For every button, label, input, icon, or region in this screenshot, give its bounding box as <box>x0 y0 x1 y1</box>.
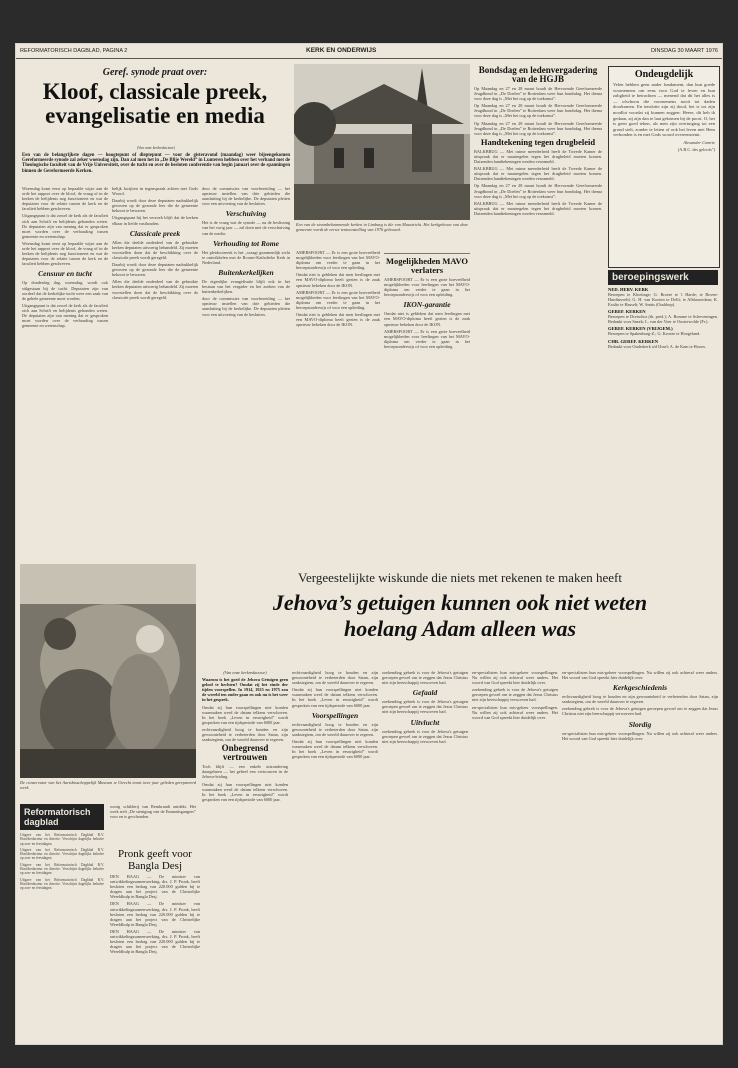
painting-caption: De conservator van het Aartsbisschoppelijk Museum te Utrecht toont twee jaar geleden gerepareerd werk. <box>20 780 196 791</box>
onbegrensd-title: Onbegrensd vertrouwen <box>221 743 269 763</box>
church-photo-caption: Een van de stoombekommende kerken in Limburg is die van Maastricht. Het kerkgebouw van deze gemeente wordt de eerste tentoonstelling van 1976 gebouwd. <box>296 222 468 233</box>
jehova-col3-a: zoekending gebrek is voor de Jehova's getuigen geroepen gevoel om te zeggen dat Jezus Christus niet zijn heerschappij verworven had. <box>382 670 468 686</box>
lead-headline <box>20 64 290 144</box>
mavo-title: Mogelijkheden MAVO verlaters <box>385 256 469 275</box>
banner-kicker: Vergeestelijkte wiskunde die niets met rekenen te maken heeft <box>298 570 622 585</box>
jehova-col5-b: rechtvaardigheid hoog te houden en zijn gewoonteheid te verbeterden door Satan, zijn sanksiegiem, om de wereld daarover te regeren. <box>562 694 718 705</box>
jehova-intro: Waarom is het goed de Jehova Getuigen geen geloof te hechten? Omdat zij het einde der tijden voorspellen. In 1914, 1925 en 1975 zou de wereld ten onder gaan en ook nu is het weer in het gesprek. <box>202 677 288 703</box>
lead-column-2 <box>112 186 198 306</box>
ber-group-2-text: Beroepen te Dreischor (tb. pred.); A. Bomme te Scheveningen. Bedankt voor Sneek; L. van der Voer te Oosterwolde (Fr.). <box>608 314 718 325</box>
jehova-col1-a: Omdat zij hun voorspellingen niet konden waarmaken werd de datum telkens verschoven. In het boek „Leven in eeuwigheid” wordt gesproken van een tijdsperiode van 6000 jaar. <box>202 704 288 725</box>
colophon-block <box>20 804 104 1040</box>
lead-col2-e: Daarbij wordt door deze deputaten nadrukkelijk gewezen op de gezonde leer die de gemeente behoort te bewaren. <box>112 262 198 278</box>
handtekening-body: BALKBRUG — Met ruime meerderheid heeft de Tweede Kamer de uitspraak dat er maatregelen tegen het drugbeleid moeten komen. Duizenden handtekeningen werden verzameld. <box>474 148 602 165</box>
bondsdag-body: Op Maandag en 27 en 28 maart houdt de Hervormde Gereformeerde Jeugdbond in „De Doelen” te Rotterdam weer hun bondsdag. Het thema voor deze dag is „Met het oog op de toekomst”. <box>474 86 602 102</box>
jehova-col4-b: zoekending gebrek is voor de Jehova's getuigen geroepen gevoel om te zeggen dat Jezus Christus niet zijn heerschappij verworven had. <box>472 687 558 703</box>
handtekening-title: Handtekening tegen drugbeleid <box>480 136 596 147</box>
ber-group-4-text: Bedankt voor Ouderkerk a/d IJssel; A. de Kam te Hoorn. <box>608 343 706 349</box>
lead-title-line1: Kloof, classicale preek, <box>42 79 268 104</box>
banner-title-line1: Jehova’s getuigen kunnen ook niet weten <box>272 590 648 615</box>
jehova-col-5 <box>562 670 718 1040</box>
pronk-body: DEN HAAG — De minister van ontwikkelingssamenwerking, drs. J. P. Pronk, heeft besloten een bedrag van 220.000 gulden bij te dragen aan het project van de Christelijke Wereldhulp in Bangla Desj. <box>110 874 200 900</box>
lead-intro <box>22 146 290 182</box>
church-caption-block <box>296 222 468 246</box>
painting-photo <box>20 564 196 778</box>
subhead-voorspellingen: Voorspellingen <box>311 710 359 720</box>
lead-body-1b: Woensdag komt eerst op bepaalde wijze aan de orde het rapport over de kloof, de vraag of in de kerken de belijdenis nog functioneert en wat de deputaten voor de relatie tussen de kerk en de faculteit hebben geschreven. <box>22 240 108 267</box>
ber-group-1-label: NED. HERV. KERK <box>608 287 649 292</box>
colophon-body-b: Uitgave van het Reformatorisch Dagblad B.V. Hoofdredacteur en directie. Verschijnt dagelijks behalve op zon- en feestdagen. <box>20 847 104 861</box>
lead-col2-d: Allen die deelde onderdeel van de gebruikte kerken deputaten uitvoerig behandeld. Zij moeten voorstellen doen dat de beschikking over de classicale preek wordt geregeld. <box>112 239 198 260</box>
mavo-left-d: Omdat niet is gebleken dat men leerlingen met een MAVO-diploma heeft gezien is de zaak opnieuw bekeken door de IKON. <box>296 312 380 328</box>
bondsdag-title: Bondsdag en ledenvergadering van de HGJB <box>478 65 598 84</box>
jehova-col5-d: en-specialisten hun mis-gekeer voorspellingen. Nu willen zij ook achteraf weer anders. Het woord van God spreekt hier duidelijk over. <box>562 730 718 741</box>
subhead-kerkgeschiedenis: Kerkgeschiedenis <box>612 683 668 693</box>
jehova-col-4 <box>472 670 558 1040</box>
bondsdag-column <box>474 64 602 400</box>
colophon-body-d: Uitgave van het Reformatorisch Dagblad B.V. Hoofdredacteur en directie. Verschijnt dagelijks behalve op zon- en feestdagen. <box>20 877 104 891</box>
subhead-rome: Verhouding tot Rome <box>213 238 279 248</box>
lead-title <box>20 80 290 128</box>
mavo-left-col <box>296 250 380 398</box>
jehova-col1-b: rechtvaardigheid hoog te houden en zijn gewoonteheid te verbeterden door Satan, zijn sanksiegiem, om de wereld daarover te regeren. <box>202 726 288 743</box>
handtekening-body-b: BALKBRUG — Met ruime meerderheid heeft de Tweede Kamer de uitspraak dat er maatregelen tegen het drugbeleid moeten komen. Duizenden handtekeningen werden verzameld. <box>474 166 602 182</box>
lead-body-2: Uitgangspunt is dat zowel de kerk als de faculteit zich aan Schrift en belijdenis gebonden weten. De deputaten zijn van mening dat er gesproken moet worden over de verhouding tussen gemeente en wetenschap. <box>22 213 108 239</box>
jehova-col-3 <box>382 670 468 1040</box>
handtekening-body-d: BALKBRUG — Met ruime meerderheid heeft de Tweede Kamer de uitspraak dat er maatregelen tegen het drugbeleid moeten komen. Duizenden handtekeningen werden verzameld. <box>474 200 602 216</box>
mavo-left-b: Omdat niet is gebleken dat men leerlingen met een MAVO-diploma heeft gezien is de zaak opnieuw bekeken door de IKON. <box>296 272 380 288</box>
subhead-censuur: Censuur en tucht <box>38 269 92 279</box>
jehova-col2-d: Omdat zij hun voorspellingen niet konden waarmaken werd de datum telkens verschoven. In het boek „Leven in eeuwigheid” wordt gesproken van een tijdsperiode van 6000 jaar. <box>292 738 378 760</box>
ber-group-2-label: GEREF. KERKEN <box>608 309 646 315</box>
subhead-verschuiving: Verschuiving <box>225 209 267 219</box>
pronk-title: Pronk geeft voor Bangla Desj <box>118 848 192 872</box>
bondsdag-body-c: Op Maandag en 27 en 28 maart houdt de Hervormde Gereformeerde Jeugdbond in „De Doelen” te Rotterdam weer hun bondsdag. Het thema voor deze dag is „Met het oog op de toekomst”. <box>474 120 602 136</box>
jehova-col-2 <box>292 670 378 1040</box>
lead-column-1 <box>22 186 108 558</box>
mavo-left-a: AMERSFOORT — Er is een grote hoeveelheid mogelijkheden voor leerlingen van het MAVO-diploma om verder te gaan in het beroepsonderwijs of voor een opleiding. <box>296 250 380 271</box>
jehova-col2-c: rechtvaardigheid hoog te houden en zijn gewoonteheid te verbeterden door Satan, zijn sanksiegiem, om de wereld daarover te regeren. <box>292 721 378 737</box>
jehova-col2-b: Omdat zij hun voorspellingen niet konden waarmaken werd de datum telkens verschoven. In het boek „Leven in eeuwigheid” wordt gesproken van een tijdsperiode van 6000 jaar. <box>292 687 378 708</box>
colophon-body: Uitgave van het Reformatorisch Dagblad B.V. Hoofdredacteur en directie. Verschijnt dagelijks behalve op zon- en feestdagen. <box>20 833 104 846</box>
lead-col3-c: Het pleidooireerk is het „vraagt gezamenlijk zicht te ontwikkelen met de Rooms-Katholieke Kerk in Nederland. <box>202 249 290 265</box>
lead-col3-b: Het is de vraag wat de synode — na de beslissing van het vorig jaar — zal doen met de verschuiving van de media. <box>202 220 290 236</box>
beroepingswerk-title: beroepingswerk <box>608 270 718 285</box>
lead-title-line2: evangelisatie en media <box>45 103 265 128</box>
jehova-col1-c: Omdat zij hun voorspellingen niet konden waarmaken werd de datum telkens verschoven. In het boek „Leven in eeuwigheid” wordt gesproken van een tijdsperiode van 6000 jaar. <box>202 781 288 802</box>
lead-col2-b: Daarbij wordt door deze deputaten nadrukkelijk gewezen op de gezonde leer die de gemeente behoort te bewaren. <box>112 198 198 214</box>
subhead-ikon: IKON-garantie <box>403 300 451 310</box>
rembrandt-body: wosig schilderij van Rembrandt ontdekt. Het werk stelt „De steniging van de Emmaüsgangers” voor en is geschonden. <box>110 804 196 820</box>
mavo-body: AMERSFOORT — Er is een grote hoeveelheid mogelijkheden voor leerlingen van het MAVO-diploma om verder te gaan in het beroepsonderwijs of voor een opleiding. <box>384 277 470 298</box>
jehova-col-1 <box>202 670 288 1040</box>
subhead-uitvlucht: Uitvlucht <box>410 717 440 727</box>
jehova-col4-a: en-specialisten hun mis-gekeer voorspellingen. Nu willen zij ook achteraf weer anders. Het woord van God spreekt hier duidelijk over. <box>472 670 558 686</box>
newspaper-page <box>16 44 722 1044</box>
ber-group-4-label: CHR. GEREF. KERKEN <box>608 338 659 344</box>
jehova-col5-c: zoekending gebrek is voor de Jehova's getuigen geroepen gevoel om te zeggen dat Jezus Christus niet zijn heerschappij verworven had. <box>562 706 718 717</box>
painting-image <box>20 564 196 778</box>
lead-kicker: Geref. synode praat over: <box>102 67 208 78</box>
lead-body-censuur: Op donderdag dag, woensdag, wordt ook stilgestaan bij de tucht. Deputaten zijn van oordeel dat de kerkelijke tucht weer een zaak van de gehele gemeente moet worden. <box>22 280 108 301</box>
pronk-block <box>110 846 200 1042</box>
jehova-banner <box>202 570 718 666</box>
lead-col2-a: belijk kwijtten in tegenspraak achten met Gods Woord. <box>112 186 198 197</box>
jehova-col4-c: en-specialisten hun mis-gekeer voorspellingen. Nu willen zij ook achteraf weer anders. Het woord van God spreekt hier duidelijk over. <box>472 704 558 720</box>
onbegrensd-body: Toch blijft — een enkele uitzondering daargelaten — het geheel een vertrouwen in de Jehova-leiding. <box>202 764 288 780</box>
handtekening-body-c: Op Maandag en 27 en 28 maart houdt de Hervormde Gereformeerde Jeugdbond in „De Doelen” te Rotterdam weer hun bondsdag. Het thema voor deze dag is „Met het oog op de toekomst”. <box>474 183 602 199</box>
banner-title-line2: hoelang Adam alleen was <box>343 616 577 641</box>
lead-col2-f: Allen die deelde onderdeel van de gebruikte kerken deputaten uitvoerig behandeld. Zij moeten voorstellen doen dat de beschikking over de classicale preek wordt geregeld. <box>112 279 198 300</box>
bondsdag-body-b: Op Maandag en 27 en 28 maart houdt de Hervormde Gereformeerde Jeugdbond in „De Doelen” te Rotterdam weer hun bondsdag. Het thema voor deze dag is „Met het oog op de toekomst”. <box>474 103 602 119</box>
ondeugdelijk-body: Velen hebben geen ander fundament, dan hun goede voornemens om eens voor God te leven en hun zaligheid te betrachten — menend dat dit het alles is — ofschoon die voornemens nooit tot daden doorkomen. En tenslotte zijn zij dood, het is tot zijn noodlot voordat zij kunnen zeggen: Heere, dit heb ik gedaan, zij zijn dan te laat gekomen bij de poort. O, het is geen goed teken, als men zijn overtuiging tot een grond stelt, zonder te letten of ook het leven met Hem verbonden is en met Gods woord overeenstemt. <box>613 82 715 138</box>
paper-name: REFORMATORISCH DAGBLAD, PAGINA 2 <box>20 48 128 54</box>
jehova-col3-c: zoekending gebrek is voor de Jehova's getuigen geroepen gevoel om te zeggen dat Jezus Christus niet zijn heerschappij verworven had. <box>382 728 468 744</box>
lead-column-3 <box>202 186 290 390</box>
beroepingswerk-block <box>608 270 718 400</box>
colophon-title: Reformatorisch dagblad <box>20 804 104 830</box>
subhead-gefaald: Gefaald <box>412 688 438 698</box>
ondeugdelijk-source: (A.B.C. des geloofs") <box>677 147 715 153</box>
page-header <box>16 44 722 59</box>
ber-group-3-label: GEREF. KERKEN (VRIJGEM.) <box>608 326 673 332</box>
ber-group-3-text: Beroepen te Spakenburg-Z.; G. Kroeze te Hoogeland. <box>608 331 701 337</box>
lead-col3-e: door de commissies van voorbereiding — het opnieuw instellen van drie gebieden die aansluiting bij de kerkelijke. De deputaten pleiten voor een uitvoering van de besluiten. <box>202 296 290 317</box>
subhead-slordig: Slordig <box>628 719 652 729</box>
colophon-body-c: Uitgave van het Reformatorisch Dagblad B.V. Hoofdredacteur en directie. Verschijnt dagelijks behalve op zon- en feestdagen. <box>20 862 104 876</box>
lead-body-1: Woensdag komt eerst op bepaalde wijze aan de orde het rapport over de kloof, de vraag of in de kerken de belijdenis nog functioneert en wat de deputaten voor de relatie tussen de kerk en de faculteit hebben geschreven. <box>22 186 108 212</box>
mavo-right-col <box>384 250 470 398</box>
mavo-body3: AMERSFOORT — Er is een grote hoeveelheid mogelijkheden voor leerlingen van het MAVO-diploma om verder te gaan in het beroepsonderwijs of voor een opleiding. <box>384 328 470 349</box>
issue-date: DINSDAG 30 MAART 1976 <box>650 48 718 54</box>
church-photo <box>294 64 470 220</box>
ondeugdelijk-title: Ondeugdelijk <box>634 69 694 80</box>
mavo-body2: Omdat niet is gebleken dat men leerlingen met een MAVO-diploma heeft gezien is de zaak opnieuw bekeken door de IKON. <box>384 311 470 327</box>
ondeugdelijk-author: Alexander Comrie <box>683 139 715 145</box>
lead-byline: (Van onze kerkredacteur) <box>136 146 176 150</box>
mavo-left-c: AMERSFOORT — Er is een grote hoeveelheid mogelijkheden voor leerlingen van het MAVO-diploma om verder te gaan in het beroepsonderwijs of voor een opleiding. <box>296 289 380 310</box>
painting-caption-block <box>20 780 196 800</box>
lead-intro-text: Een van de belangrijkste dagen — hoogtepunt of dieptepunt — voor de gisteravond (maandag) weer bijeengekomen Gereformeerde synode zal zeker woensdag zijn. Dan zal men het in „De Blije Wereld” in Lunteren hebben over het verband met de Theologische faculteit van de Vrije Universiteit, over de tucht en over de besloten conferentie van begin januari over de spanningen binnen de Gereformeerde Kerken. <box>22 152 290 174</box>
lead-col2-c: Uitgangspunt bij het verzoek blijft dat de kerken elkaar in liefde vasthouden. <box>112 215 198 226</box>
subhead-buitenkerkelijken: Buitenkerkelijken <box>218 267 274 277</box>
lead-col3-a: door de commissies van voorbereiding — het opnieuw instellen van drie gebieden die aansluiting bij de kerkelijke. De deputaten pleiten voor een uitvoering van de besluiten. <box>202 186 290 207</box>
lead-col3-d: De eigenlijke evangelisatie blijft ook in het bestaan van het vergader en het zoeken van de buitenkerkelijken. <box>202 278 290 295</box>
jehova-col3-b: zoekending gebrek is voor de Jehova's getuigen geroepen gevoel om te zeggen dat Jezus Christus niet zijn heerschappij verworven had. <box>382 699 468 715</box>
subhead-classicale: Classicale preek <box>129 228 181 238</box>
section-title: KERK EN ONDERWIJS <box>306 47 377 54</box>
lead-body-2b: Uitgangspunt is dat zowel de kerk als de faculteit zich aan Schrift en belijdenis gebonden weten. De deputaten zijn van mening dat er gesproken moet worden over de verhouding tussen gemeente en wetenschap. <box>22 302 108 329</box>
rembrandt-block <box>110 804 196 844</box>
pronk-body-b: DEN HAAG — De minister van ontwikkelingssamenwerking, drs. J. P. Pronk, heeft besloten een bedrag van 220.000 gulden bij te dragen aan het project van de Christelijke Wereldhulp in Bangla Desj. <box>110 901 200 927</box>
jehova-col2-a: rechtvaardigheid hoog te houden en zijn gewoonteheid te verbeterden door Satan, zijn sanksiegiem, om de wereld daarover te regeren. <box>292 670 378 686</box>
jehova-col5-a: en-specialisten hun mis-gekeer voorspellingen. Nu willen zij ook achteraf weer anders. Het woord van God spreekt hier duidelijk over. <box>562 670 718 681</box>
ber-group-1-text: Beroepen te Kloetinge; G. Broere te 't Harde; te Boven-Hardinxveld; G. H. van Kooten te Delft; te Alblasserdam; K. Exalto te Hasselt; W. Smits (Ouddorp). <box>608 292 718 308</box>
church-image <box>294 64 470 220</box>
pronk-body-c: DEN HAAG — De minister van ontwikkelingssamenwerking, drs. J. P. Pronk, heeft besloten een bedrag van 220.000 gulden bij te dragen aan het project van de Christelijke Wereldhulp in Bangla Desj. <box>110 928 200 955</box>
jehova-byline: (Van onze kerkredacteur) <box>223 670 267 675</box>
ondeugdelijk-box <box>608 66 720 268</box>
